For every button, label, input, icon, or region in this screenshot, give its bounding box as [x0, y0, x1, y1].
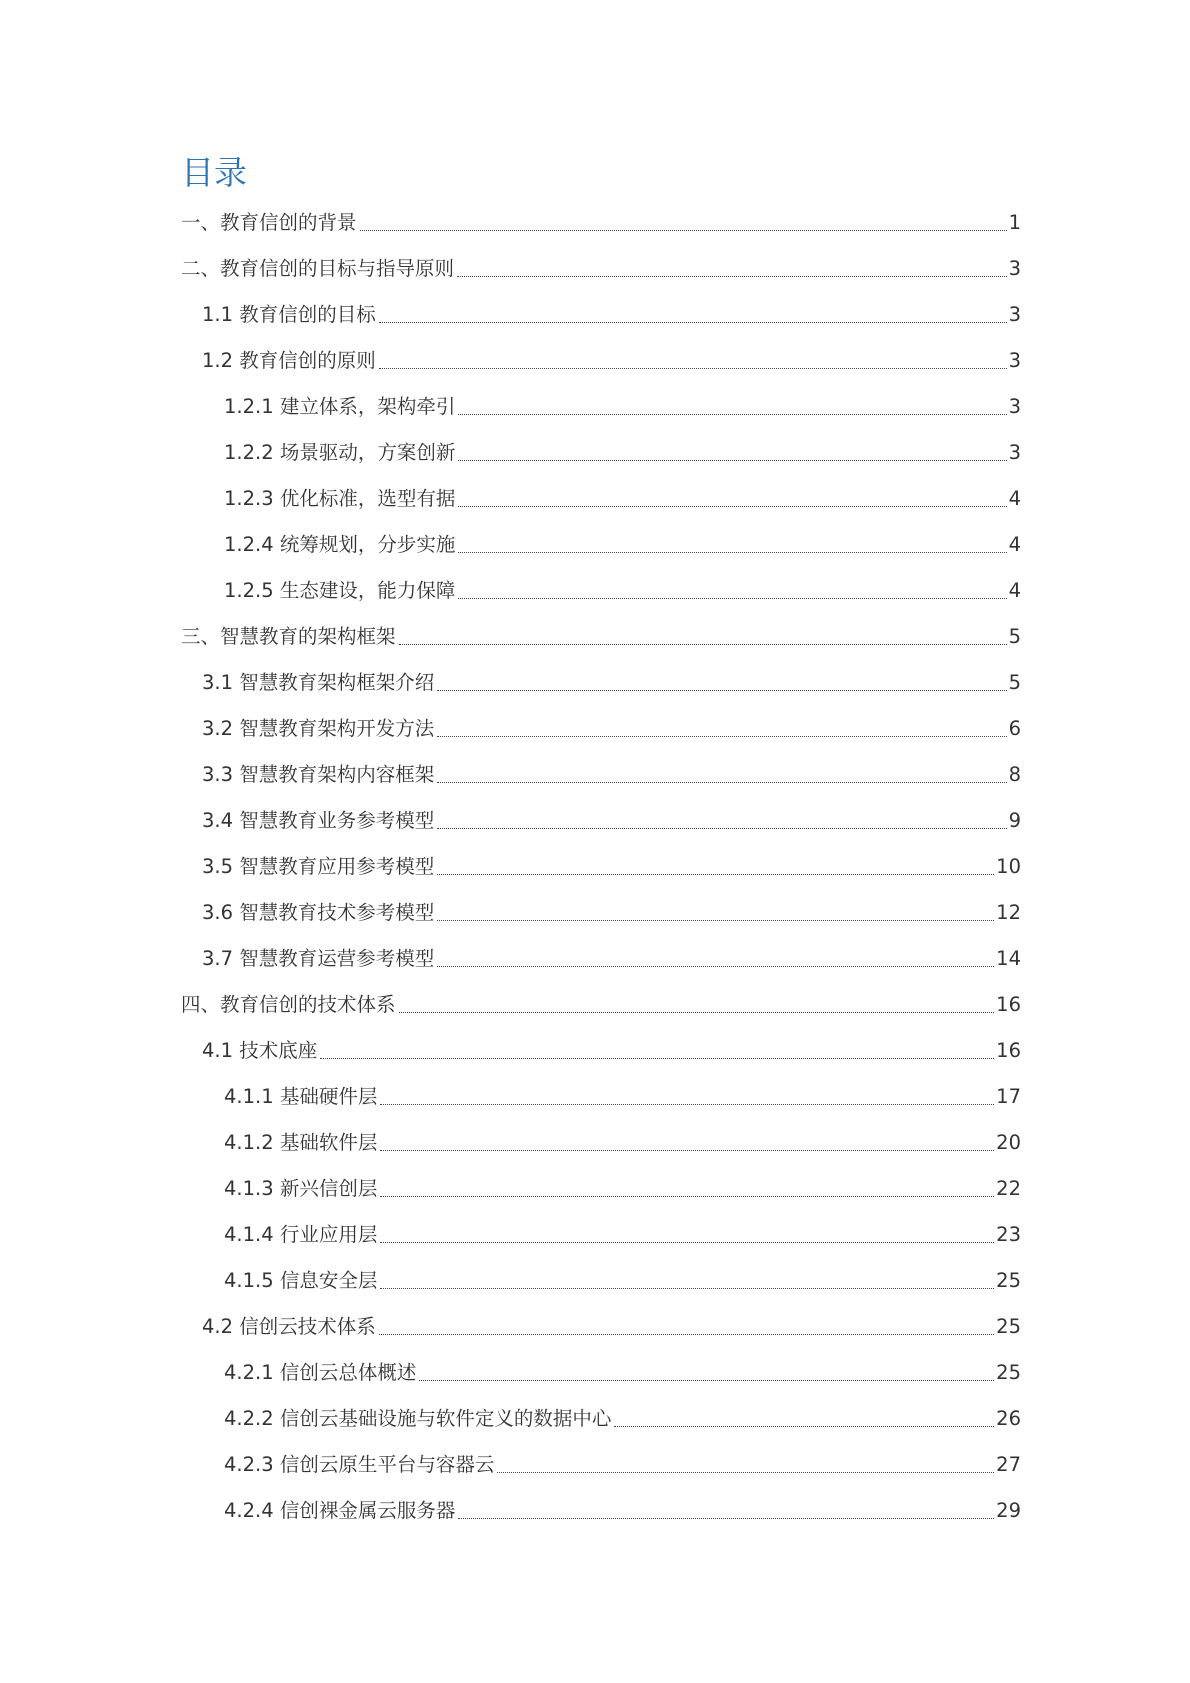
toc-dot-leader — [437, 945, 994, 967]
toc-entry[interactable] — [181, 1267, 1021, 1313]
toc-entry[interactable] — [181, 807, 1021, 853]
toc-dot-leader — [419, 1359, 994, 1381]
toc-page-number: 8 — [1008, 763, 1021, 786]
toc-page-number: 4 — [1008, 487, 1021, 510]
toc-entry[interactable] — [181, 209, 1021, 255]
toc-entry-text: 4.2.2 信创云基础设施与软件定义的数据中心 — [224, 1407, 612, 1430]
toc-entry-text: 4.1.1 基础硬件层 — [224, 1085, 378, 1108]
toc-entry[interactable] — [181, 577, 1021, 623]
toc-dot-leader — [437, 715, 1006, 737]
toc-entry-text: 4.1.4 行业应用层 — [224, 1223, 378, 1246]
toc-entry-text: 3.6 智慧教育技术参考模型 — [202, 901, 435, 924]
toc-entry-text: 1.2.1 建立体系，架构牵引 — [224, 395, 456, 418]
toc-entry[interactable] — [181, 301, 1021, 347]
toc-title: 目录 — [181, 153, 247, 192]
toc-entry-text: 1.2.5 生态建设，能力保障 — [224, 579, 456, 602]
toc-entry-text: 二、教育信创的目标与指导原则 — [181, 257, 455, 280]
toc-dot-leader — [437, 899, 994, 921]
toc-entry[interactable] — [181, 1037, 1021, 1083]
toc-entry-text: 三、智慧教育的架构框架 — [181, 625, 396, 648]
toc-page-number: 29 — [996, 1499, 1021, 1522]
toc-dot-leader — [458, 393, 1006, 415]
toc-entry-text: 3.2 智慧教育架构开发方法 — [202, 717, 435, 740]
toc-entry-text: 1.2 教育信创的原则 — [202, 349, 376, 372]
toc-entry-text: 四、教育信创的技术体系 — [181, 993, 396, 1016]
toc-dot-leader — [379, 1313, 994, 1335]
toc-page-number: 25 — [996, 1315, 1021, 1338]
toc-entry[interactable] — [181, 1405, 1021, 1451]
toc-entry[interactable] — [181, 853, 1021, 899]
toc-entry-text: 4.1.3 新兴信创层 — [224, 1177, 378, 1200]
toc-dot-leader — [380, 1129, 994, 1151]
toc-entry-text: 1.1 教育信创的目标 — [202, 303, 376, 326]
toc-page-number: 10 — [996, 855, 1021, 878]
toc-entry[interactable] — [181, 1313, 1021, 1359]
toc-page-number: 4 — [1008, 533, 1021, 556]
toc-dot-leader — [380, 1267, 994, 1289]
toc-list — [181, 209, 1021, 1543]
toc-page-number: 6 — [1008, 717, 1021, 740]
toc-entry[interactable] — [181, 991, 1021, 1037]
toc-page-number: 1 — [1008, 211, 1021, 234]
toc-entry[interactable] — [181, 531, 1021, 577]
toc-page-number: 14 — [996, 947, 1021, 970]
toc-dot-leader — [437, 669, 1006, 691]
toc-dot-leader — [437, 807, 1006, 829]
toc-page-number: 25 — [996, 1361, 1021, 1384]
toc-dot-leader — [458, 531, 1006, 553]
toc-entry[interactable] — [181, 1083, 1021, 1129]
toc-entry-text: 4.1.5 信息安全层 — [224, 1269, 378, 1292]
toc-page-number: 9 — [1008, 809, 1021, 832]
toc-entry[interactable] — [181, 1129, 1021, 1175]
toc-entry[interactable] — [181, 1221, 1021, 1267]
toc-page-number: 5 — [1008, 671, 1021, 694]
toc-entry-text: 3.4 智慧教育业务参考模型 — [202, 809, 435, 832]
toc-dot-leader — [380, 1083, 994, 1105]
toc-page-number: 27 — [996, 1453, 1021, 1476]
toc-entry-text: 1.2.2 场景驱动，方案创新 — [224, 441, 456, 464]
toc-entry-text: 3.1 智慧教育架构框架介绍 — [202, 671, 435, 694]
toc-page-number: 12 — [996, 901, 1021, 924]
toc-page-number: 3 — [1008, 257, 1021, 280]
toc-entry-text: 3.5 智慧教育应用参考模型 — [202, 855, 435, 878]
toc-dot-leader — [360, 209, 1007, 231]
toc-entry[interactable] — [181, 623, 1021, 669]
toc-entry-text: 4.2.4 信创裸金属云服务器 — [224, 1499, 456, 1522]
toc-dot-leader — [380, 1175, 994, 1197]
toc-dot-leader — [458, 1497, 994, 1519]
toc-page-number: 26 — [996, 1407, 1021, 1430]
toc-dot-leader — [458, 485, 1006, 507]
toc-entry[interactable] — [181, 1451, 1021, 1497]
toc-dot-leader — [399, 991, 995, 1013]
toc-page-number: 22 — [996, 1177, 1021, 1200]
toc-entry-text: 4.1 技术底座 — [202, 1039, 318, 1062]
toc-dot-leader — [614, 1405, 994, 1427]
toc-dot-leader — [379, 301, 1007, 323]
toc-dot-leader — [380, 1221, 994, 1243]
toc-page-number: 3 — [1008, 349, 1021, 372]
toc-entry-text: 4.2.1 信创云总体概述 — [224, 1361, 417, 1384]
toc-entry[interactable] — [181, 669, 1021, 715]
toc-entry[interactable] — [181, 715, 1021, 761]
toc-entry[interactable] — [181, 945, 1021, 991]
toc-entry[interactable] — [181, 393, 1021, 439]
toc-page-number: 25 — [996, 1269, 1021, 1292]
toc-page-number: 23 — [996, 1223, 1021, 1246]
toc-dot-leader — [497, 1451, 994, 1473]
toc-page-number: 20 — [996, 1131, 1021, 1154]
toc-page-number: 4 — [1008, 579, 1021, 602]
toc-page-number: 17 — [996, 1085, 1021, 1108]
toc-entry[interactable] — [181, 485, 1021, 531]
toc-entry[interactable] — [181, 255, 1021, 301]
toc-entry-text: 4.1.2 基础软件层 — [224, 1131, 378, 1154]
toc-dot-leader — [320, 1037, 994, 1059]
toc-dot-leader — [457, 255, 1007, 277]
toc-entry[interactable] — [181, 761, 1021, 807]
toc-entry-text: 一、教育信创的背景 — [181, 211, 357, 234]
toc-entry[interactable] — [181, 899, 1021, 945]
toc-page-number: 3 — [1008, 441, 1021, 464]
toc-entry[interactable] — [181, 1359, 1021, 1405]
toc-entry[interactable] — [181, 439, 1021, 485]
toc-entry-text: 1.2.3 优化标准，选型有据 — [224, 487, 456, 510]
toc-entry-text: 3.7 智慧教育运营参考模型 — [202, 947, 435, 970]
toc-page-number: 16 — [996, 1039, 1021, 1062]
toc-entry[interactable] — [181, 1175, 1021, 1221]
toc-entry-text: 3.3 智慧教育架构内容框架 — [202, 763, 435, 786]
toc-entry[interactable] — [181, 1497, 1021, 1543]
toc-dot-leader — [379, 347, 1007, 369]
toc-dot-leader — [399, 623, 1007, 645]
toc-entry[interactable] — [181, 347, 1021, 393]
toc-entry-text: 1.2.4 统筹规划，分步实施 — [224, 533, 456, 556]
toc-dot-leader — [437, 761, 1006, 783]
toc-page-number: 3 — [1008, 303, 1021, 326]
toc-dot-leader — [437, 853, 994, 875]
toc-page-number: 5 — [1008, 625, 1021, 648]
toc-dot-leader — [458, 577, 1006, 599]
toc-page-number: 3 — [1008, 395, 1021, 418]
toc-page-number: 16 — [996, 993, 1021, 1016]
toc-entry-text: 4.2 信创云技术体系 — [202, 1315, 376, 1338]
toc-dot-leader — [458, 439, 1006, 461]
toc-entry-text: 4.2.3 信创云原生平台与容器云 — [224, 1453, 495, 1476]
